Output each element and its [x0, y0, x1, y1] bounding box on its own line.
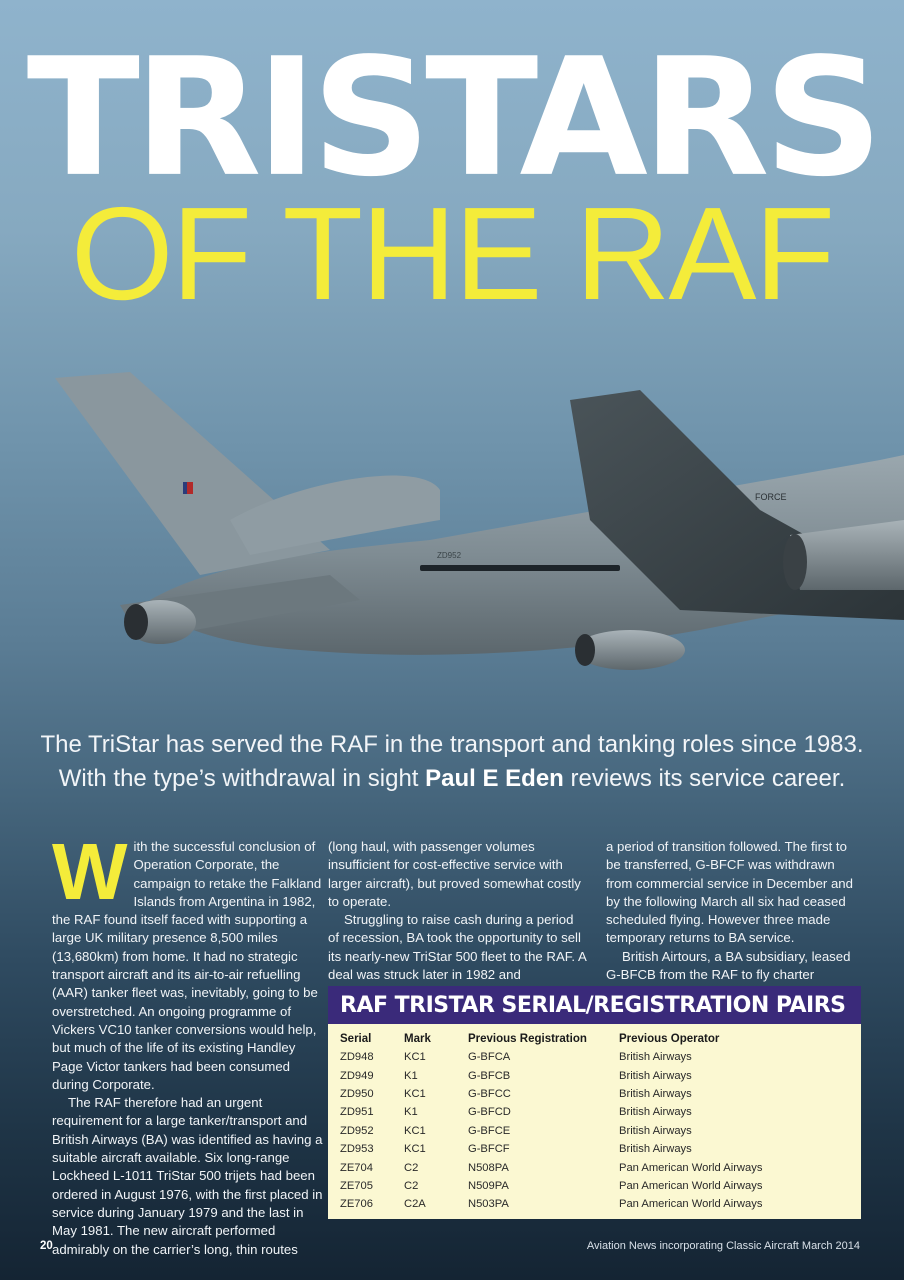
table-cell: ZD950	[340, 1087, 374, 1100]
table-cell: G-BFCF	[468, 1143, 510, 1156]
table-row	[340, 1103, 849, 1121]
table-cell: C2	[404, 1179, 419, 1192]
table-row	[340, 1140, 849, 1158]
column-header: Previous Operator	[619, 1033, 720, 1045]
table-row	[340, 1122, 849, 1140]
standfirst-text: The TriStar has served the RAF in the transport and tanking roles since 1983. With the type’s withdrawal in sight	[40, 731, 864, 792]
aircraft-fuselage-text: FORCE	[755, 492, 787, 502]
table-cell: G-BFCB	[468, 1069, 511, 1082]
table-cell: K1	[404, 1106, 418, 1119]
paragraph: ith the successful conclusion of Operation Corporate, the campaign to retake the Falkland Islands from Argentina in 1982, the RAF found itself faced with supporting a large UK military presence 8,500 miles (13,680km) from home. It had no strategic transport aircraft and its air-to-air refuelling (AAR) tanker fleet was, inevitably, going to be overstretched. An ongoing programme of Vickers VC10 tanker conversions would help, but much of the life of its existing Handley Page Victor tankers had been consumed during Corporate.	[52, 839, 322, 1092]
table-cell: G-BFCE	[468, 1124, 511, 1137]
table-cell: ZD952	[340, 1124, 374, 1137]
table-cell: N509PA	[468, 1179, 509, 1192]
table-row	[340, 1195, 849, 1213]
table-cell: K1	[404, 1069, 418, 1082]
serial-table	[340, 1030, 849, 1214]
page-number: 20	[40, 1240, 53, 1252]
table-cell: KC1	[404, 1051, 426, 1064]
column-header: Previous Registration	[468, 1033, 587, 1045]
table-row	[340, 1066, 849, 1084]
table-cell: N508PA	[468, 1161, 509, 1174]
table-cell: G-BFCD	[468, 1106, 511, 1119]
table-cell: ZD949	[340, 1069, 374, 1082]
author-name: Paul E Eden	[425, 765, 564, 792]
tristar-aircraft-photo	[0, 360, 904, 690]
table-cell: British Airways	[619, 1051, 692, 1064]
table-cell: KC1	[404, 1124, 426, 1137]
table-cell: ZD948	[340, 1051, 374, 1064]
serial-table-box	[328, 986, 861, 1219]
table-cell: ZD953	[340, 1143, 374, 1156]
table-cell: KC1	[404, 1143, 426, 1156]
standfirst	[20, 728, 884, 796]
table-row	[340, 1158, 849, 1176]
paragraph: The RAF therefore had an urgent requirement for a large tanker/transport and British Airways (BA) was identified as having a suitable aircraft available. Six long-range Lockheed L-1011 TriStar 500 trijets had been ordered in August 1976, with the first placed in service during January 1979 and the last in May 1981. The new aircraft performed admirably on the carrier’s long, thin routes	[52, 1095, 323, 1257]
table-cell: British Airways	[619, 1143, 692, 1156]
headline-line1: TRISTARS	[26, 23, 878, 214]
table-cell: British Airways	[619, 1069, 692, 1082]
standfirst-text-end: reviews its service career.	[563, 765, 846, 792]
table-cell: C2A	[404, 1198, 426, 1211]
table-cell: G-BFCC	[468, 1087, 511, 1100]
column-header: Mark	[404, 1033, 431, 1045]
body-column-1	[52, 827, 328, 1259]
paragraph: Struggling to raise cash during a period of recession, BA took the opportunity to sell its nearly-new TriStar 500 fleet to the RAF. A deal was struck later in 1982 and	[328, 912, 587, 983]
table-cell: British Airways	[619, 1087, 692, 1100]
table-cell: ZE706	[340, 1198, 373, 1211]
table-cell: ZE704	[340, 1161, 373, 1174]
table-cell: KC1	[404, 1087, 426, 1100]
publication-footer: Aviation News incorporating Classic Aircraft March 2014	[586, 1240, 860, 1252]
table-header-row	[340, 1030, 849, 1048]
paragraph: British Airtours, a BA subsidiary, leased G-BFCB from the RAF to fly charter	[606, 948, 851, 983]
table-cell: British Airways	[619, 1124, 692, 1137]
table-cell: G-BFCA	[468, 1051, 511, 1064]
dropcap: W	[52, 827, 128, 916]
table-cell: Pan American World Airways	[619, 1179, 763, 1192]
table-cell: Pan American World Airways	[619, 1161, 763, 1174]
aircraft-serial: ZD952	[437, 551, 462, 560]
table-row	[340, 1085, 849, 1103]
table-cell: ZD951	[340, 1106, 374, 1119]
table-row	[340, 1177, 849, 1195]
paragraph: a period of transition followed. The first to be transferred, G-BFCF was withdrawn from commercial service in December and by the following March all six had ceased scheduled flying. However three made temporary returns to BA service.	[606, 839, 853, 946]
body-column-3	[606, 838, 864, 984]
paragraph: (long haul, with passenger volumes insufficient for cost-effective service with larger aircraft), but proved somewhat costly to operate.	[328, 839, 581, 909]
table-cell: N503PA	[468, 1198, 509, 1211]
body-column-2	[328, 838, 588, 984]
table-title: RAF TRISTAR SERIAL/REGISTRATION PAIRS	[328, 986, 861, 1024]
table-cell: ZE705	[340, 1179, 373, 1192]
table-row	[340, 1048, 849, 1066]
table-cell: C2	[404, 1161, 419, 1174]
headline-line2: OF THE RAF	[70, 180, 834, 327]
table-cell: British Airways	[619, 1106, 692, 1119]
column-header: Serial	[340, 1033, 372, 1045]
table-cell: Pan American World Airways	[619, 1198, 763, 1211]
